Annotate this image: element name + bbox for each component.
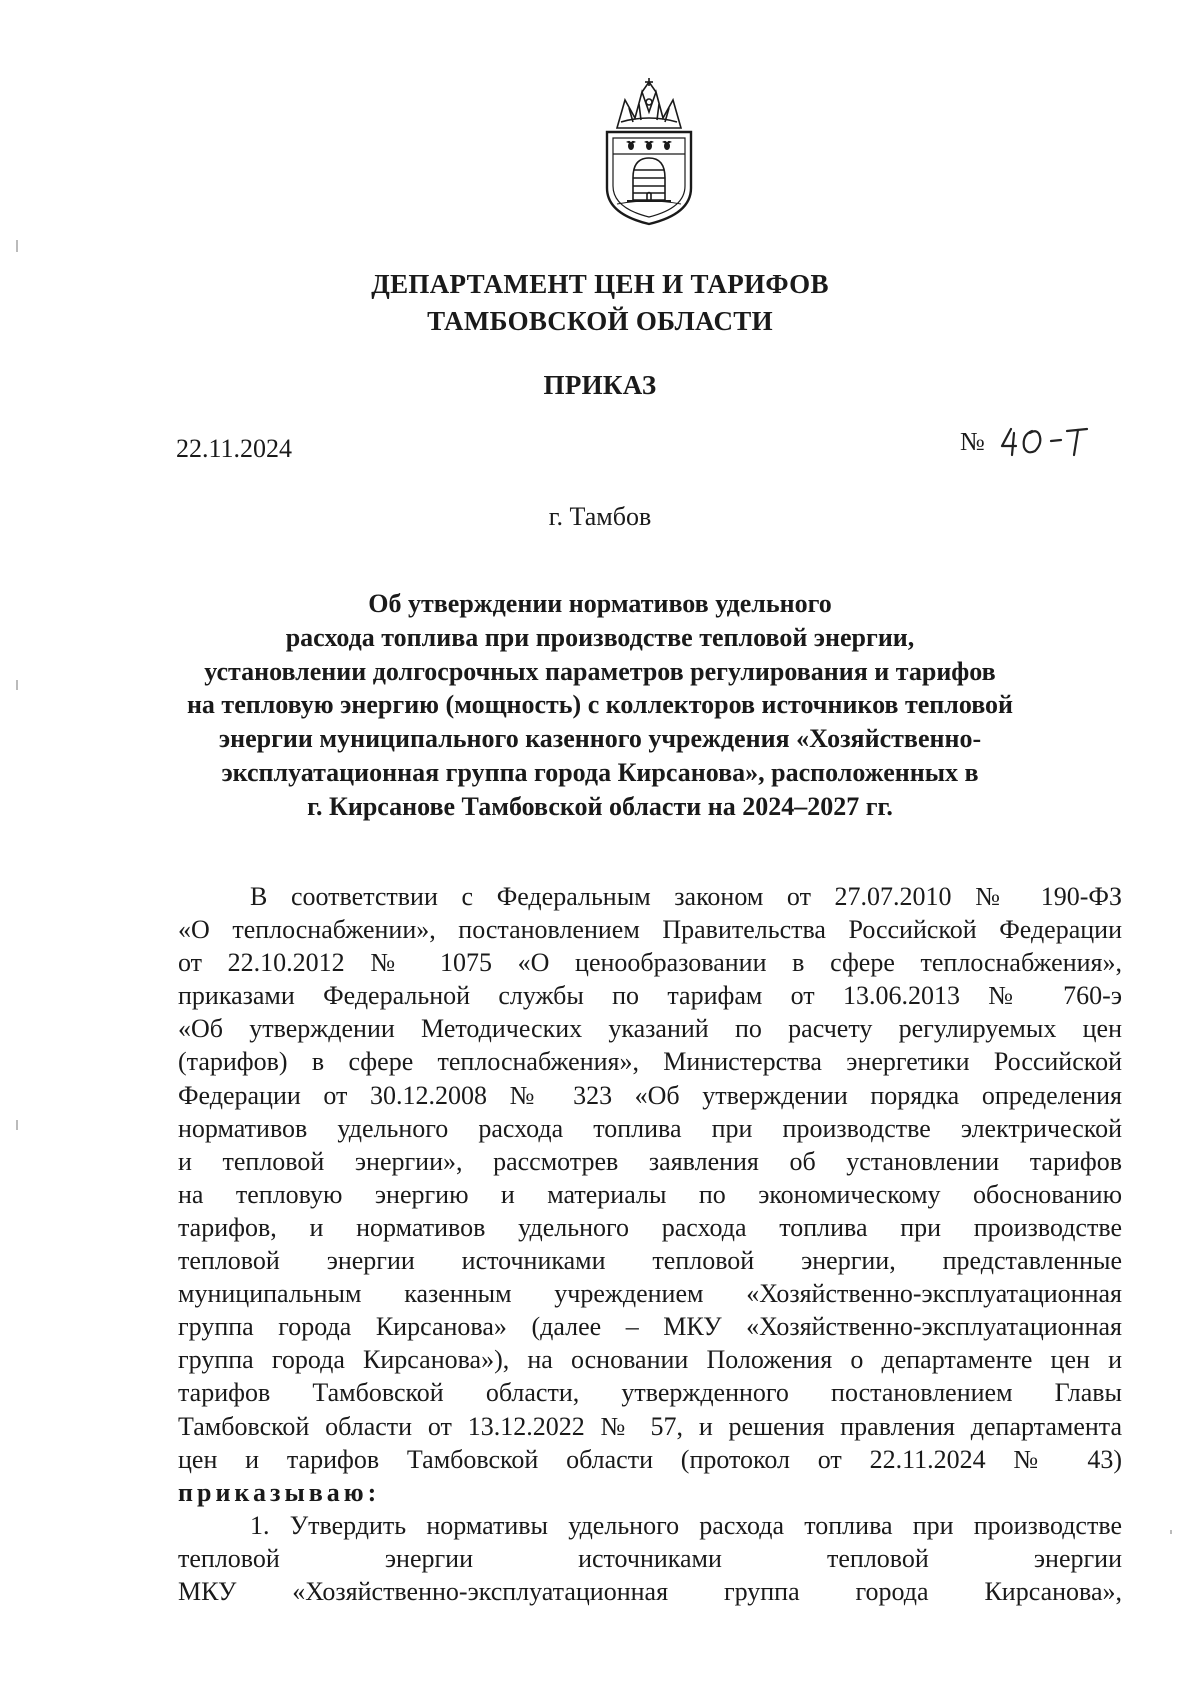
title-line: расхода топлива при производстве тепловой энергии,	[285, 622, 915, 652]
body-line: В соответствии с Федеральным законом от 27.07.2010 № 190-ФЗ	[250, 882, 1122, 911]
number-sign: №	[960, 427, 985, 457]
title-line: энергии муниципального казенного учреждения «Хозяйственно-	[218, 724, 982, 754]
item-line: 1. Утвердить нормативы удельного расхода топлива при производстве	[250, 1510, 1122, 1540]
body-line: приказами Федеральной службы по тарифам от 13.06.2013 № 760-э	[178, 981, 1122, 1011]
item-line: МКУ «Хозяйственно-эксплуатационная группа города Кирсанова»,	[178, 1576, 1122, 1606]
body-line: и тепловой энергии», рассмотрев заявления об установлении тарифов	[178, 1146, 1122, 1176]
title-line: установлении долгосрочных параметров регулирования и тарифов	[204, 656, 996, 686]
item-line: тепловой энергии источниками тепловой энергии	[178, 1543, 1122, 1573]
title-line: г. Кирсанове Тамбовской области на 2024–2027 гг.	[307, 791, 893, 821]
department-name-line-1: ДЕПАРТАМЕНТ ЦЕН И ТАРИФОВ	[371, 269, 829, 299]
document-body	[178, 880, 1122, 1608]
document-number	[960, 420, 1091, 462]
operative-word: приказываю:	[178, 1477, 381, 1507]
title-line: Об утверждении нормативов удельного	[368, 589, 832, 618]
document-type-title: ПРИКАЗ	[543, 370, 657, 400]
body-line: цен и тарифов Тамбовской области (протокол от 22.11.2024 № 43)	[178, 1444, 1122, 1474]
scan-margin-mark	[16, 240, 18, 252]
body-line: тепловой энергии источниками тепловой энергии, представленные	[178, 1246, 1122, 1276]
handwritten-number	[999, 425, 1091, 459]
body-line: (тарифов) в сфере теплоснабжения», Министерства энергетики Российской	[178, 1047, 1122, 1077]
scan-margin-mark	[1170, 1530, 1172, 1534]
title-line: эксплуатационная группа города Кирсанова», расположенных в	[221, 757, 979, 787]
body-line: от 22.10.2012 № 1075 «О ценообразовании в сфере теплоснабжения»,	[178, 948, 1122, 978]
tambov-coat-of-arms-icon	[595, 78, 703, 228]
body-line: тарифов, и нормативов удельного расхода топлива при производстве	[178, 1212, 1122, 1242]
body-line: группа города Кирсанова» (далее – МКУ «Хозяйственно-эксплуатационная	[178, 1312, 1122, 1342]
body-line: Тамбовской области от 13.12.2022 № 57, и решения правления департамента	[178, 1411, 1122, 1441]
body-line: «Об утверждении Методических указаний по расчету регулируемых цен	[178, 1014, 1122, 1044]
body-line: нормативов удельного расхода топлива при производстве электрической	[178, 1113, 1122, 1143]
scan-margin-mark	[16, 680, 18, 690]
body-line: муниципальным казенным учреждением «Хозяйственно-эксплуатационная	[178, 1279, 1122, 1309]
operative-line	[178, 1476, 1122, 1509]
document-city: г. Тамбов	[548, 502, 652, 531]
body-line: группа города Кирсанова»), на основании Положения о департаменте цен и	[178, 1345, 1122, 1375]
title-line: на тепловую энергию (мощность) с коллекторов источников тепловой	[186, 690, 1014, 720]
document-date: 22.11.2024	[176, 434, 293, 463]
document-title	[170, 587, 1030, 824]
body-line: тарифов Тамбовской области, утвержденного постановлением Главы	[178, 1378, 1122, 1408]
body-line: на тепловую энергию и материалы по экономическому обоснованию	[178, 1179, 1122, 1209]
body-line: Федерации от 30.12.2008 № 323 «Об утверждении порядка определения	[178, 1080, 1122, 1110]
department-name-line-2: ТАМБОВСКОЙ ОБЛАСТИ	[427, 306, 773, 336]
scan-margin-mark	[16, 1120, 18, 1130]
body-line: «О теплоснабжении», постановлением Правительства Российской Федерации	[178, 915, 1122, 945]
